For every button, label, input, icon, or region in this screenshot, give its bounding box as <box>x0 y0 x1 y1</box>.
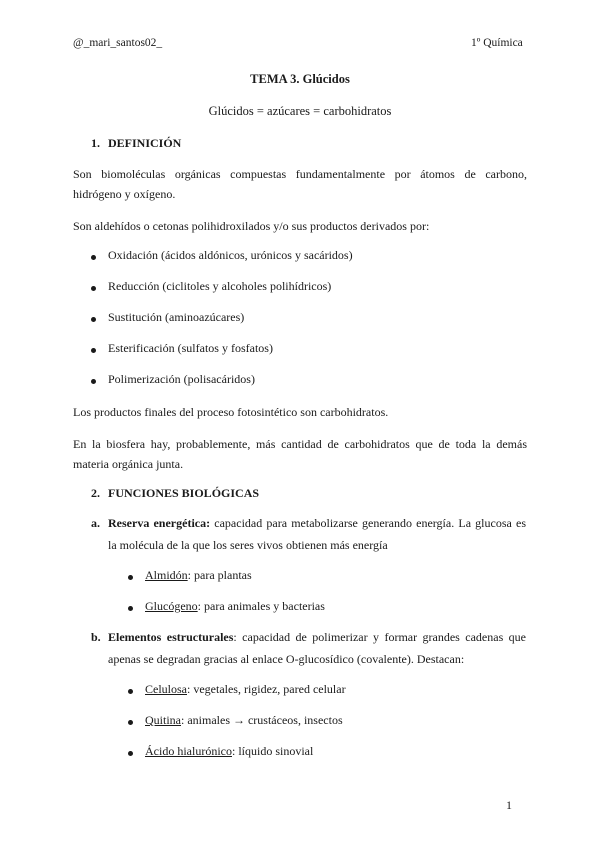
bullet-dot <box>128 720 133 725</box>
bullet-dot <box>91 317 96 322</box>
header-course: 1º Química <box>471 37 523 49</box>
item-a-line2: la molécula de la que los seres vivos obtienen más energía <box>108 538 388 552</box>
item-a-term: Reserva energética: <box>108 516 211 530</box>
definition-para3: Los productos finales del proceso fotosintético son carbohidratos. <box>73 405 389 419</box>
definition-para4-line2: materia orgánica junta. <box>73 457 184 471</box>
page-title: TEMA 3. Glúcidos <box>250 72 350 86</box>
subitem-rest: : líquido sinovial <box>231 744 314 758</box>
bullet-dot <box>128 606 133 611</box>
list-item: Oxidación (ácidos aldónicos, urónicos y sacáridos) <box>108 248 353 262</box>
section-1-number: 1. <box>91 136 100 150</box>
definition-para1-line2: hidrógeno y oxígeno. <box>73 187 176 201</box>
item-b-text: : capacidad de polimerizar y formar grandes cadenas que <box>233 630 526 644</box>
subitem-almidon <box>145 568 252 583</box>
list-item: Sustitución (aminoazúcares) <box>108 310 245 324</box>
item-a-letter: a. <box>91 516 100 530</box>
item-b-line1 <box>108 630 526 645</box>
subitem-celulosa <box>145 682 346 697</box>
subitem-rest: : vegetales, rigidez, pared celular <box>187 682 346 696</box>
item-b-term: Elementos estructurales <box>108 630 234 644</box>
list-item: Esterificación (sulfatos y fosfatos) <box>108 341 273 355</box>
bullet-dot <box>128 751 133 756</box>
section-2-title: FUNCIONES BIOLÓGICAS <box>108 486 260 500</box>
section-2-number: 2. <box>91 486 100 500</box>
subitem-rest: : para animales y bacterias <box>197 599 325 613</box>
subitem-rest: : animales → crustáceos, insectos <box>181 713 343 727</box>
section-1-title: DEFINICIÓN <box>108 136 182 150</box>
item-b-line2: apenas se degradan gracias al enlace O-glucosídico (covalente). Destacan: <box>108 652 465 666</box>
definition-para2: Son aldehídos o cetonas polihidroxilados y/o sus productos derivados por: <box>73 219 430 233</box>
item-a-text: capacidad para metabolizarse generando energía. La glucosa es <box>210 516 526 530</box>
list-item: Polimerización (polisacáridos) <box>108 372 255 386</box>
subitem-term: Celulosa <box>145 682 187 696</box>
page-number: 1 <box>506 798 512 812</box>
subitem-term: Almidón <box>145 568 188 582</box>
subitem-term: Quitina <box>145 713 181 727</box>
item-a-line1 <box>108 516 526 531</box>
subitem-quitina <box>145 713 343 728</box>
bullet-dot <box>128 575 133 580</box>
bullet-dot <box>128 689 133 694</box>
item-b-letter: b. <box>91 630 101 644</box>
header-author: @_mari_santos02_ <box>73 37 163 49</box>
definition-para4-line1: En la biosfera hay, probablemente, más cantidad de carbohidratos que de toda la demás <box>73 437 527 451</box>
bullet-dot <box>91 348 96 353</box>
definition-para1-line1: Son biomoléculas orgánicas compuestas fundamentalmente por átomos de carbono, <box>73 167 527 181</box>
subitem-rest: : para plantas <box>187 568 252 582</box>
list-item: Reducción (ciclitoles y alcoholes polihídricos) <box>108 279 332 293</box>
bullet-dot <box>91 255 96 260</box>
bullet-dot <box>91 286 96 291</box>
subitem-term: Ácido hialurónico <box>145 744 232 758</box>
subitem-term: Glucógeno <box>145 599 198 613</box>
subitem-acido-hialuronico <box>145 744 313 759</box>
page-subtitle: Glúcidos = azúcares = carbohidratos <box>208 104 392 118</box>
subitem-glucogeno <box>145 599 325 614</box>
bullet-dot <box>91 379 96 384</box>
